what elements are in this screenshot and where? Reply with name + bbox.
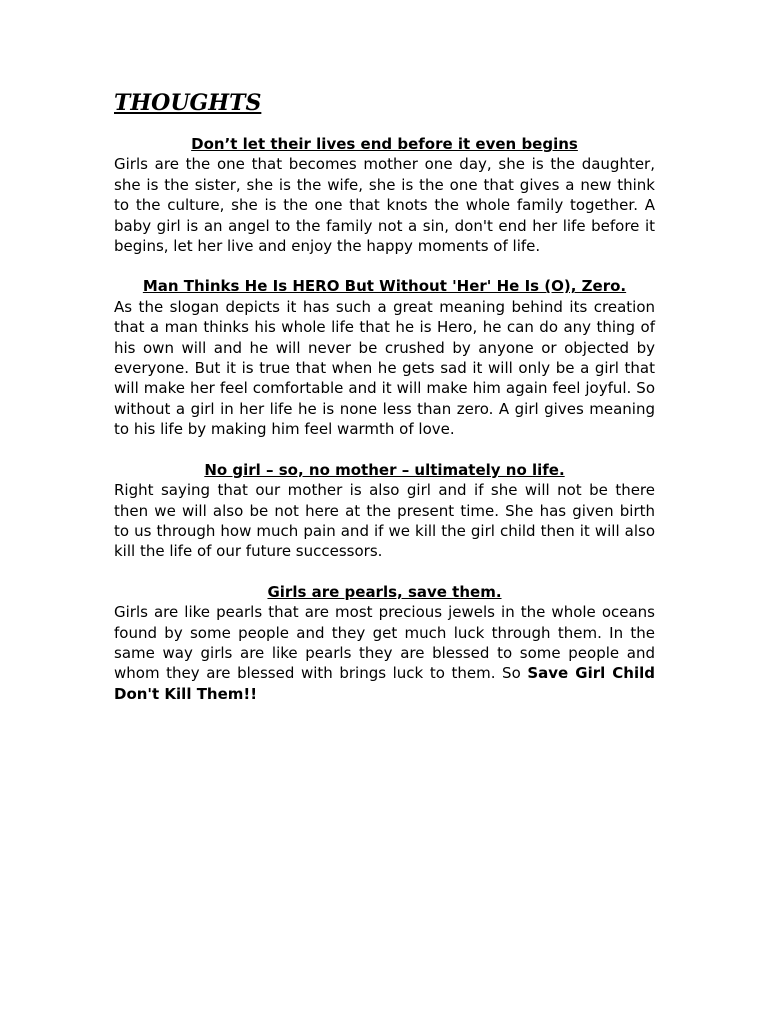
section-man-thinks-hero [114, 276, 655, 439]
section-body: Right saying that our mother is also girl and if she will not be there then we will also be not here at the present time. She has given birth to us through how much pain and if we kill the girl child then it will also kill the life of our future successors. [114, 481, 655, 561]
section-heading: Girls are pearls, save them. [267, 582, 502, 601]
document-page [114, 88, 655, 724]
section-heading: Man Thinks He Is HERO But Without 'Her' He Is (O), Zero. [142, 277, 627, 296]
section-body-text: Girls are like pearls that are most precious jewels in the whole oceans found by some people and they get much luck through them. In the same way girls are like pearls they are blessed to some people and whom they are blessed with brings luck to them. So [114, 603, 655, 683]
closing-slogan: Save Girl Child Don't Kill Them!! [114, 664, 655, 703]
section-body: Girls are the one that becomes mother one day, she is the daughter, she is the sister, she is the wife, she is the one that gives a new think to the culture, she is the one that knots the whole family together. A baby girl is an angel to the family not a sin, don't end her life before it begins, let her live and enjoy the happy moments of life. [114, 155, 655, 256]
section-heading: No girl – so, no mother – ultimately no life. [204, 460, 565, 479]
section-no-girl-no-life [114, 460, 655, 562]
document-title: THOUGHTS [114, 90, 262, 116]
section-body: As the slogan depicts it has such a great meaning behind its creation that a man thinks his whole life that he is Hero, he can do any thing of his own will and he will never be crushed by anyone or objected by everyone. But it is true that when he gets sad it will only be a girl that will make her feel comfortable and it will make him again feel joyful. So without a girl in her life he is none less than zero. A girl gives meaning to his life by making him feel warmth of love. [114, 297, 655, 439]
section-body [114, 602, 655, 704]
section-heading: Don’t let their lives end before it even begins [191, 135, 578, 153]
section-girls-are-pearls [114, 582, 655, 704]
section-dont-let-lives-end [114, 134, 655, 256]
